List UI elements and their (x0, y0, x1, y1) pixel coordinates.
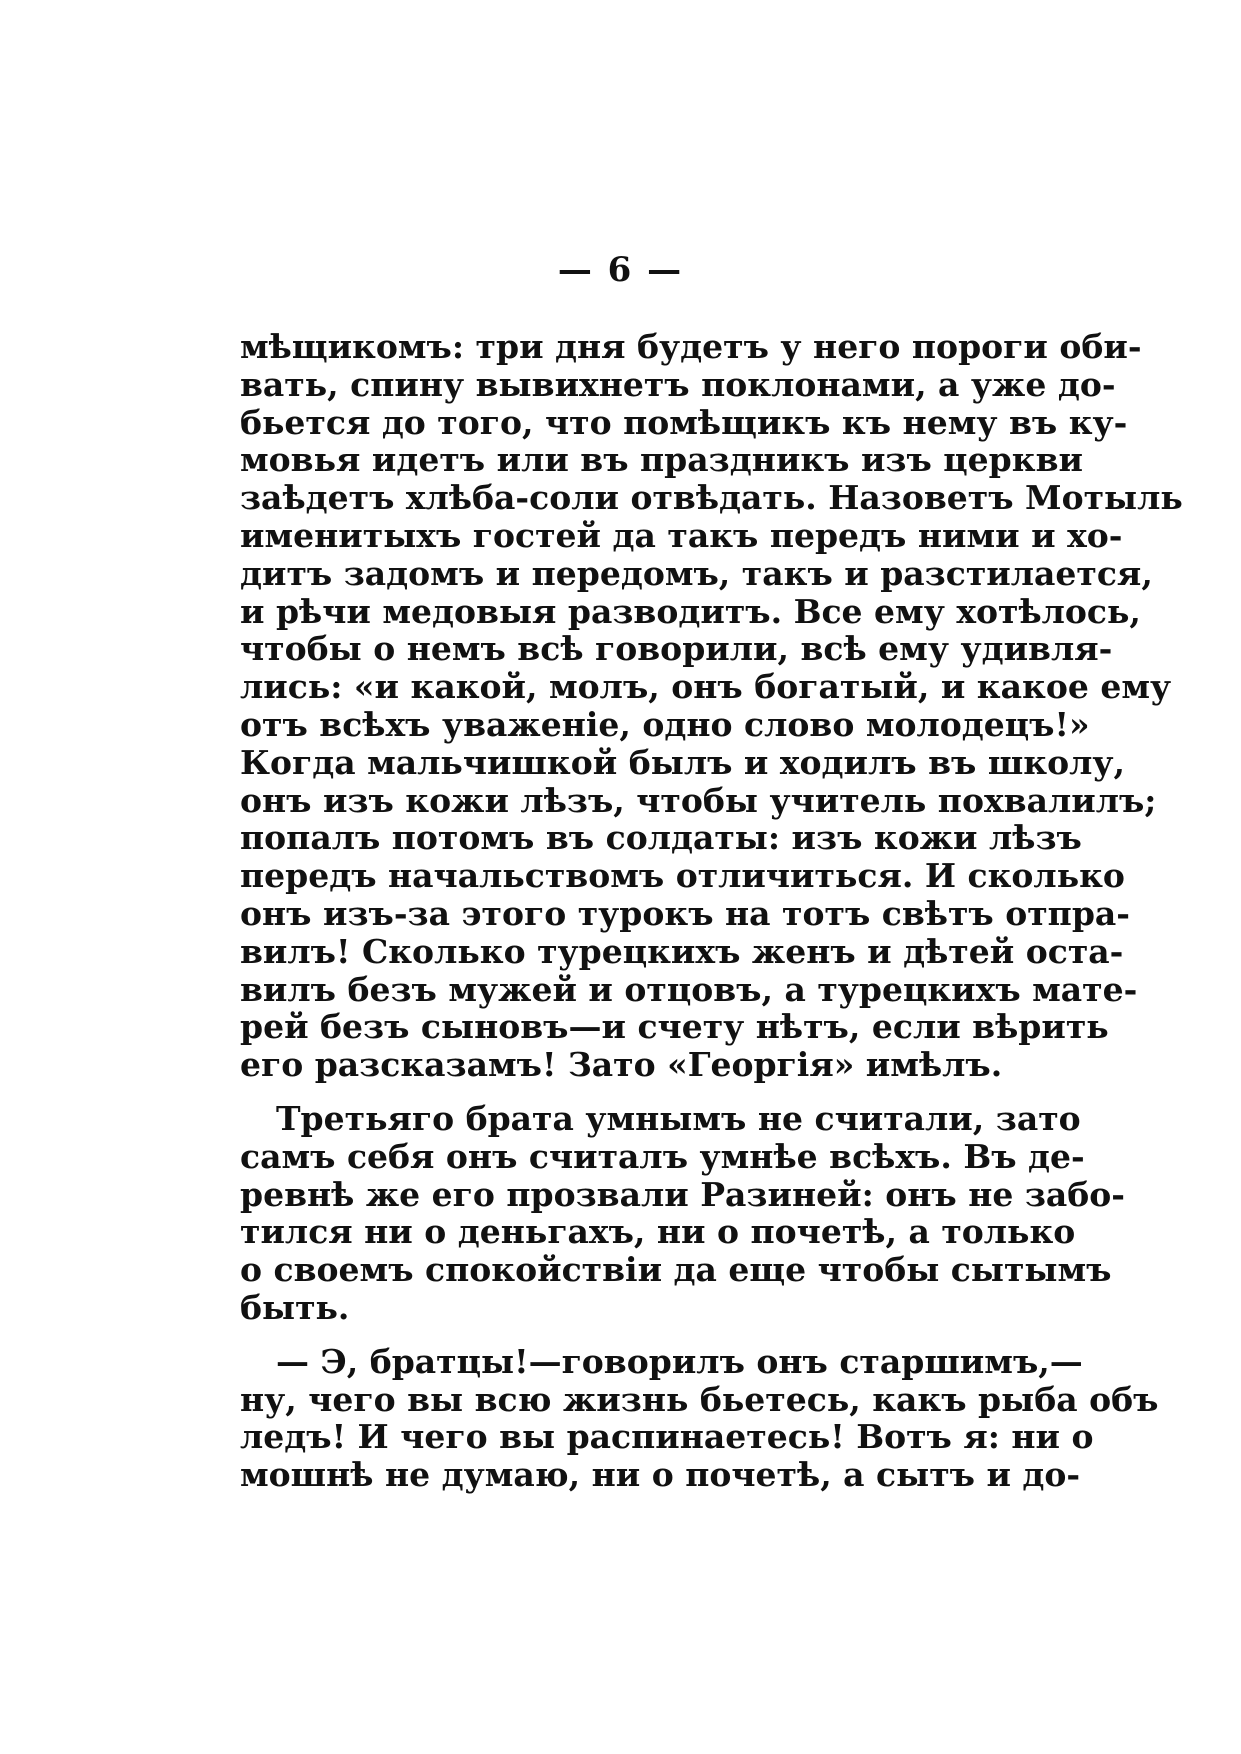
text-line: о своемъ спокойствіи да еще чтобы сытымъ (240, 1250, 1112, 1290)
text-line: быть. (240, 1287, 350, 1327)
text-line: чтобы о немъ всѣ говорили, всѣ ему удивля- (240, 629, 1113, 669)
text-line: заѣдетъ хлѣба-соли отвѣдать. Назоветъ Мотыль (240, 478, 1183, 518)
text-line: рей безъ сыновъ—и счету нѣтъ, если вѣрить (240, 1007, 1109, 1047)
text-line: дитъ задомъ и передомъ, такъ и разстилается, (240, 553, 1153, 593)
text-line: ревнѣ же его прозвали Разиней: онъ не забо- (240, 1174, 1126, 1214)
text-line: ледъ! И чего вы распинаетесь! Вотъ я: ни о (240, 1417, 1094, 1457)
text-line: и рѣчи медовыя разводитъ. Все ему хотѣлось, (240, 591, 1141, 631)
text-line: Третьяго брата умнымъ не считали, зато (276, 1098, 1081, 1138)
text-line: мошнѣ не думаю, ни о почетѣ, а сытъ и до- (240, 1455, 1081, 1495)
text-line: мовья идетъ или въ праздникъ изъ церкви (240, 440, 1083, 480)
text-line: самъ себя онъ считалъ умнѣе всѣхъ. Въ де- (240, 1136, 1085, 1176)
text-line: передъ начальствомъ отличиться. И сколько (240, 856, 1125, 896)
text-line: вать, спину вывихнетъ поклонами, а уже до- (240, 364, 1116, 404)
text-line: тился ни о деньгахъ, ни о почетѣ, а только (240, 1212, 1076, 1252)
text-line: его разсказамъ! Зато «Георгія» имѣлъ. (240, 1045, 1003, 1085)
body-text (240, 327, 1183, 1495)
paragraph-3 (240, 1341, 1159, 1495)
text-line: лись: «и какой, молъ, онъ богатый, и какое ему (240, 667, 1172, 707)
text-line: именитыхъ гостей да такъ передъ ними и хо- (240, 515, 1123, 555)
paragraph-gap (240, 1327, 1002, 1343)
text-line: онъ изъ-за этого турокъ на тотъ свѣтъ отпра- (240, 893, 1130, 933)
text-line: вилъ безъ мужей и отцовъ, а турецкихъ мате- (240, 969, 1138, 1009)
page-number: — 6 — (557, 250, 684, 290)
text-line: ну, чего вы всю жизнь бьетесь, какъ рыба объ (240, 1379, 1159, 1419)
text-line: онъ изъ кожи лѣзъ, чтобы учитель похвалилъ; (240, 780, 1157, 820)
text-line: бьется до того, что помѣщикъ къ нему въ ку- (240, 402, 1128, 442)
text-line: попалъ потомъ въ солдаты: изъ кожи лѣзъ (240, 818, 1082, 858)
paragraph-gap (240, 1084, 1002, 1100)
paragraph-1 (240, 327, 1183, 1085)
text-line: — Э, братцы!—говорилъ онъ старшимъ,— (276, 1341, 1083, 1381)
text-line: отъ всѣхъ уваженіе, одно слово молодецъ!» (240, 704, 1090, 744)
text-line: вилъ! Сколько турецкихъ женъ и дѣтей оста- (240, 931, 1124, 971)
text-line: Когда мальчишкой былъ и ходилъ въ школу, (240, 742, 1126, 782)
text-line: мѣщикомъ: три дня будетъ у него пороги оби- (240, 327, 1142, 366)
paragraph-2 (240, 1098, 1126, 1327)
